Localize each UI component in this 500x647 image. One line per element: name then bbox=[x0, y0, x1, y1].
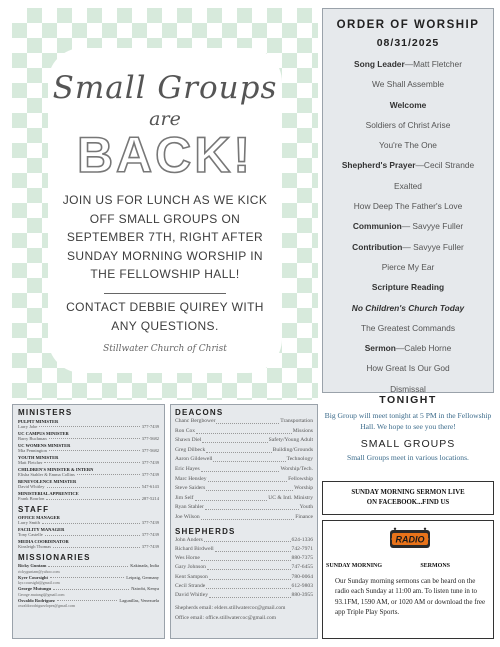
deacon-name: Eric Hayes bbox=[175, 465, 200, 472]
radio-header-right: SERMONS bbox=[420, 563, 450, 569]
small-groups-text: Small Groups meet in various locations. bbox=[347, 453, 469, 462]
deacon-role: Building/Grounds bbox=[272, 446, 313, 453]
dot-leader bbox=[47, 484, 140, 488]
dot-leader bbox=[216, 417, 279, 424]
staff-list bbox=[18, 515, 159, 550]
shepherd-name: John Anders bbox=[175, 536, 203, 543]
minister-role: UC CAMPUS MINISTER bbox=[18, 430, 69, 436]
minister-phone: 377-5682 bbox=[141, 447, 159, 453]
radio-logo-text: RADIO bbox=[395, 534, 425, 545]
minister-name: Mia Pennington bbox=[18, 447, 47, 453]
dot-leader bbox=[196, 427, 292, 434]
deacon-row bbox=[175, 455, 313, 465]
worship-item-sep: — bbox=[401, 221, 413, 232]
deacon-name: Aaron Gildewell bbox=[175, 456, 213, 463]
dot-leader bbox=[201, 465, 280, 472]
worship-item bbox=[323, 277, 493, 297]
deacons-list bbox=[175, 417, 313, 523]
dot-leader bbox=[207, 563, 291, 570]
small-groups-title: SMALL GROUPS bbox=[360, 438, 456, 450]
minister-name: Matt Fletcher bbox=[18, 459, 43, 465]
missionary-name: George Mutungu bbox=[18, 586, 52, 592]
worship-item bbox=[323, 115, 493, 135]
dot-leader bbox=[202, 436, 267, 443]
worship-item bbox=[323, 74, 493, 94]
deacon-name: Ryan Stahler bbox=[175, 504, 204, 511]
worship-item-text: Dismissal bbox=[390, 383, 426, 394]
minister-row bbox=[18, 436, 159, 442]
worship-item-text: You're The One bbox=[379, 140, 437, 151]
radio-text: Our Sunday morning sermons can be heard on the radio each Sunday at 11:00 am. To listen tune in to 93.1FM, 1590 AM, or 1020 AM or download the free app Triple Play Sports. bbox=[335, 577, 486, 617]
radio-logo-icon bbox=[389, 527, 431, 551]
worship-item bbox=[323, 318, 493, 338]
deacon-role: Transportation bbox=[280, 418, 313, 424]
dot-leader bbox=[215, 545, 291, 552]
deacon-role: Fellowship bbox=[288, 475, 313, 482]
shepherd-name: Cecil Strande bbox=[175, 583, 206, 590]
deacon-role: Worship/Tech. bbox=[280, 465, 313, 472]
tonight-title: TONIGHT bbox=[379, 394, 437, 406]
worship-item-name: Savyye Fuller bbox=[412, 221, 464, 232]
minister-name: Larry Smith bbox=[18, 520, 40, 526]
minister-role: OFFICE MANAGER bbox=[18, 515, 60, 521]
shepherd-name: David Whitley bbox=[175, 592, 208, 599]
minister-role: UC WOMENS MINISTER bbox=[18, 442, 71, 448]
radio-header bbox=[326, 563, 490, 569]
flyer-card bbox=[48, 48, 282, 373]
sermon-live-box bbox=[322, 481, 494, 515]
missionary-name: Osvaldo Rodriguez bbox=[18, 597, 55, 603]
minister-row bbox=[18, 460, 159, 466]
flyer-body-text: JOIN US FOR LUNCH AS WE KICK OFF SMALL GROUPS ON SEPTEMBER 7TH, RIGHT AFTER SUNDAY MORNING WORSHIP IN THE FELLOWSHIP HALL! bbox=[62, 193, 268, 282]
worship-item-text: Welcome bbox=[389, 99, 427, 110]
dot-leader bbox=[46, 496, 139, 500]
dot-leader bbox=[49, 448, 140, 452]
minister-row bbox=[18, 544, 159, 550]
dot-leader bbox=[53, 544, 140, 548]
minister-phone: 377-7439 bbox=[141, 459, 159, 465]
dot-leader bbox=[209, 573, 291, 580]
shepherd-phone: 742-7971 bbox=[291, 545, 313, 552]
worship-item-name: Caleb Horne bbox=[404, 343, 452, 354]
worship-item-name: Savyye Fuller bbox=[413, 241, 464, 252]
deacon-role: Missions bbox=[292, 427, 313, 434]
worship-item-text: How Great Is Our God bbox=[366, 363, 450, 374]
deacon-row bbox=[175, 436, 313, 446]
deacon-name: Ron Cox bbox=[175, 427, 196, 434]
worship-item-text: Scripture Reading bbox=[371, 282, 445, 293]
ministers-panel bbox=[12, 404, 165, 639]
deacon-role: Worship bbox=[294, 485, 313, 492]
missionary-name: Ricky Guntam bbox=[18, 562, 47, 568]
worship-item bbox=[323, 95, 493, 115]
staff-title: STAFF bbox=[18, 504, 50, 514]
deacon-name: Jim Self bbox=[175, 494, 194, 501]
shepherd-phone: 612-9803 bbox=[291, 583, 313, 590]
worship-date: 08/31/2025 bbox=[376, 37, 440, 49]
deacon-role: Safety/Young Adult bbox=[268, 437, 313, 444]
worship-item-sep: — bbox=[404, 59, 414, 69]
worship-title: ORDER OF WORSHIP bbox=[336, 19, 480, 31]
missionary-place: Nairobi, Kenya bbox=[131, 586, 159, 592]
dot-leader bbox=[201, 554, 291, 561]
deacon-role: UC & Intl. Ministry bbox=[268, 494, 313, 501]
flyer-signature: Stillwater Church of Christ bbox=[103, 344, 227, 354]
worship-item-text: The Greatest Commands bbox=[360, 322, 456, 333]
worship-item-text: How Deep The Father's Love bbox=[353, 201, 463, 212]
shepherd-row bbox=[175, 582, 313, 591]
minister-role: CHILDREN'S MINISTER & INTERN bbox=[18, 466, 94, 472]
minister-role: PULPIT MINISTER bbox=[18, 418, 59, 424]
worship-item-sep: — bbox=[415, 160, 424, 171]
deacon-name: Chanc Bergbower bbox=[175, 418, 216, 424]
minister-name: Elisha Stahler & Emma Collins bbox=[18, 471, 75, 477]
deacon-role: Finance bbox=[295, 513, 313, 520]
deacon-name: Joe Wilson bbox=[175, 513, 200, 520]
minister-name: David Whitley bbox=[18, 483, 45, 489]
worship-item-sep: — bbox=[402, 241, 414, 252]
deacon-role: Technology bbox=[286, 456, 313, 463]
shepherd-phone: 880-7375 bbox=[291, 555, 313, 562]
dot-leader bbox=[206, 446, 271, 453]
dot-leader bbox=[201, 513, 295, 520]
sermon-live-line2: ON FACEBOOK...FIND US bbox=[366, 498, 450, 506]
dot-leader bbox=[206, 484, 293, 491]
shepherd-row bbox=[175, 591, 313, 600]
ministers-list bbox=[18, 419, 159, 502]
worship-item bbox=[323, 155, 493, 175]
minister-phone: 547-6143 bbox=[141, 483, 159, 489]
minister-phone: 377-7439 bbox=[141, 520, 159, 526]
minister-role: BENEVOLENCE MINISTER bbox=[18, 478, 77, 484]
flyer-headline-script: Small Groups bbox=[52, 70, 278, 106]
dot-leader bbox=[77, 472, 140, 476]
tonight-section bbox=[322, 394, 494, 474]
deacon-name: Shawn Diel bbox=[175, 437, 202, 444]
flyer-divider bbox=[104, 293, 226, 294]
deacons-panel bbox=[170, 404, 318, 639]
missionary-email: kyr.coursight@gmail.com bbox=[18, 580, 60, 586]
missionary-email: rickyguntam@yahoo.com bbox=[18, 568, 60, 574]
radio-header-left: SUNDAY MORNING bbox=[326, 563, 383, 569]
dot-leader bbox=[53, 586, 129, 590]
shepherd-phone: 624-1336 bbox=[291, 536, 313, 543]
deacon-name: Marc Hensley bbox=[175, 475, 207, 482]
dot-leader bbox=[50, 575, 124, 579]
small-groups-flyer bbox=[12, 8, 318, 400]
shepherd-name: Wes Horne bbox=[175, 555, 200, 562]
shepherd-row bbox=[175, 573, 313, 582]
radio-sermons-box bbox=[322, 520, 494, 639]
deacon-row bbox=[175, 465, 313, 475]
worship-item-role: Song Leader bbox=[354, 59, 405, 69]
worship-item bbox=[323, 135, 493, 155]
worship-item-text: No Children's Church Today bbox=[351, 302, 465, 313]
tonight-text: Big Group will meet tonight at 5 PM in the Fellowship Hall. We hope to see you there! bbox=[324, 411, 492, 431]
deacon-name: Greg Dilbeck bbox=[175, 446, 206, 453]
worship-item-text: Soldiers of Christ Arise bbox=[365, 119, 451, 130]
shepherd-row bbox=[175, 545, 313, 554]
minister-row bbox=[18, 448, 159, 454]
order-of-worship-panel bbox=[322, 8, 494, 393]
worship-item-text: Pierce My Ear bbox=[381, 261, 435, 272]
dot-leader bbox=[44, 460, 139, 464]
minister-row bbox=[18, 424, 159, 430]
worship-list bbox=[323, 54, 493, 399]
shepherd-name: Gary Johnson bbox=[175, 564, 206, 571]
office-email: Office email: office.stillwatercoc@gmail.com bbox=[175, 614, 277, 621]
missionary-email: George.mutangi@gmail.com bbox=[18, 591, 65, 597]
dot-leader bbox=[205, 503, 299, 510]
minister-phone: 377-7439 bbox=[141, 532, 159, 538]
ministers-title: MINISTERS bbox=[18, 408, 73, 417]
dot-leader bbox=[209, 591, 291, 598]
missionaries-title: MISSIONARIES bbox=[18, 552, 91, 562]
minister-name: Tony Castelle bbox=[18, 532, 43, 538]
minister-role: FACILITY MANAGER bbox=[18, 527, 65, 533]
deacon-row bbox=[175, 494, 313, 504]
shepherd-phone: 780-0064 bbox=[291, 573, 313, 580]
dot-leader bbox=[206, 582, 290, 589]
minister-phone: 377-7439 bbox=[141, 544, 159, 550]
missionary-place: Leipzig, Germany bbox=[126, 574, 159, 580]
worship-item bbox=[323, 298, 493, 318]
worship-item bbox=[323, 257, 493, 277]
dot-leader bbox=[213, 455, 285, 462]
shepherds-email: Shepherds email: elders.stillwatercoc@gmail.com bbox=[175, 604, 286, 611]
deacon-row bbox=[175, 446, 313, 456]
dot-leader bbox=[42, 520, 140, 524]
minister-row bbox=[18, 496, 159, 502]
dot-leader bbox=[195, 494, 268, 501]
worship-item bbox=[323, 338, 493, 358]
worship-item-role: Shepherd's Prayer bbox=[341, 160, 416, 171]
deacon-row bbox=[175, 417, 313, 427]
deacons-title: DEACONS bbox=[175, 408, 224, 417]
minister-row bbox=[18, 520, 159, 526]
worship-item-sep: — bbox=[395, 343, 405, 354]
deacon-row bbox=[175, 513, 313, 523]
minister-phone: 377-7439 bbox=[141, 471, 159, 477]
missionary-name: Kyer Coursight bbox=[18, 574, 49, 580]
minister-phone: 377-5682 bbox=[141, 435, 159, 441]
worship-item-name: Matt Fletcher bbox=[413, 59, 462, 69]
worship-item-text: Exalted bbox=[394, 180, 422, 191]
worship-item-role: Sermon bbox=[364, 343, 396, 354]
minister-name: Larry Jobe bbox=[18, 423, 38, 429]
flyer-contact-text: CONTACT DEBBIE QUIREY WITH ANY QUESTIONS. bbox=[66, 300, 264, 333]
missionaries-list bbox=[18, 563, 159, 608]
missionary-place: Kakinada, India bbox=[130, 562, 159, 568]
dot-leader bbox=[49, 436, 140, 440]
shepherd-row bbox=[175, 554, 313, 563]
minister-row bbox=[18, 532, 159, 538]
minister-row bbox=[18, 472, 159, 478]
shepherd-phone: 747-6455 bbox=[291, 564, 313, 571]
worship-item-text: We Shall Assemble bbox=[372, 79, 444, 90]
flyer-headline-are: are bbox=[149, 108, 181, 130]
shepherd-row bbox=[175, 563, 313, 572]
minister-phone: 287-5214 bbox=[141, 496, 159, 502]
sermon-live-line1: SUNDAY MORNING SERMON LIVE bbox=[351, 489, 465, 496]
shepherd-row bbox=[175, 536, 313, 545]
minister-role: MINISTERIAL APPRENTICE bbox=[18, 491, 79, 497]
deacon-role: Youth bbox=[299, 504, 313, 511]
dot-leader bbox=[208, 475, 288, 482]
shepherds-list bbox=[175, 536, 313, 601]
shepherd-name: Richard Birdwell bbox=[175, 545, 214, 552]
dot-leader bbox=[39, 424, 139, 428]
minister-role: MEDIA COORDINATOR bbox=[18, 539, 69, 545]
missionary-place: Lagunillas, Venezuela bbox=[119, 597, 159, 603]
worship-item-role: Contribution bbox=[352, 241, 403, 252]
dot-leader bbox=[204, 536, 291, 543]
shepherd-phone: 880-3955 bbox=[291, 592, 313, 599]
worship-item bbox=[323, 216, 493, 236]
worship-item bbox=[323, 237, 493, 257]
deacon-row bbox=[175, 475, 313, 485]
deacon-row bbox=[175, 503, 313, 513]
minister-name: Frank Bourlon bbox=[18, 496, 45, 502]
worship-item bbox=[323, 54, 493, 74]
worship-item bbox=[323, 358, 493, 378]
minister-name: Barry Buchman bbox=[18, 435, 47, 441]
dot-leader bbox=[48, 563, 128, 567]
worship-item bbox=[323, 196, 493, 216]
worship-item-role: Communion bbox=[352, 221, 402, 232]
worship-item-name: Cecil Strande bbox=[423, 160, 475, 171]
deacon-name: Steve Saiders bbox=[175, 485, 206, 492]
minister-name: Kinsleigh Thomas bbox=[18, 544, 52, 550]
minister-row bbox=[18, 484, 159, 490]
shepherds-title: SHEPHERDS bbox=[175, 526, 236, 536]
flyer-headline-back: BACK! bbox=[76, 127, 254, 183]
dot-leader bbox=[45, 532, 140, 536]
deacon-row bbox=[175, 427, 313, 437]
minister-role: YOUTH MINISTER bbox=[18, 454, 59, 460]
deacon-row bbox=[175, 484, 313, 494]
worship-item bbox=[323, 176, 493, 196]
missionary-email: osvaldorodriguezlopez@gmail.com bbox=[18, 603, 76, 609]
minister-phone: 377-7439 bbox=[141, 423, 159, 429]
dot-leader bbox=[57, 598, 117, 602]
shepherd-name: Kent Sampson bbox=[175, 573, 208, 580]
